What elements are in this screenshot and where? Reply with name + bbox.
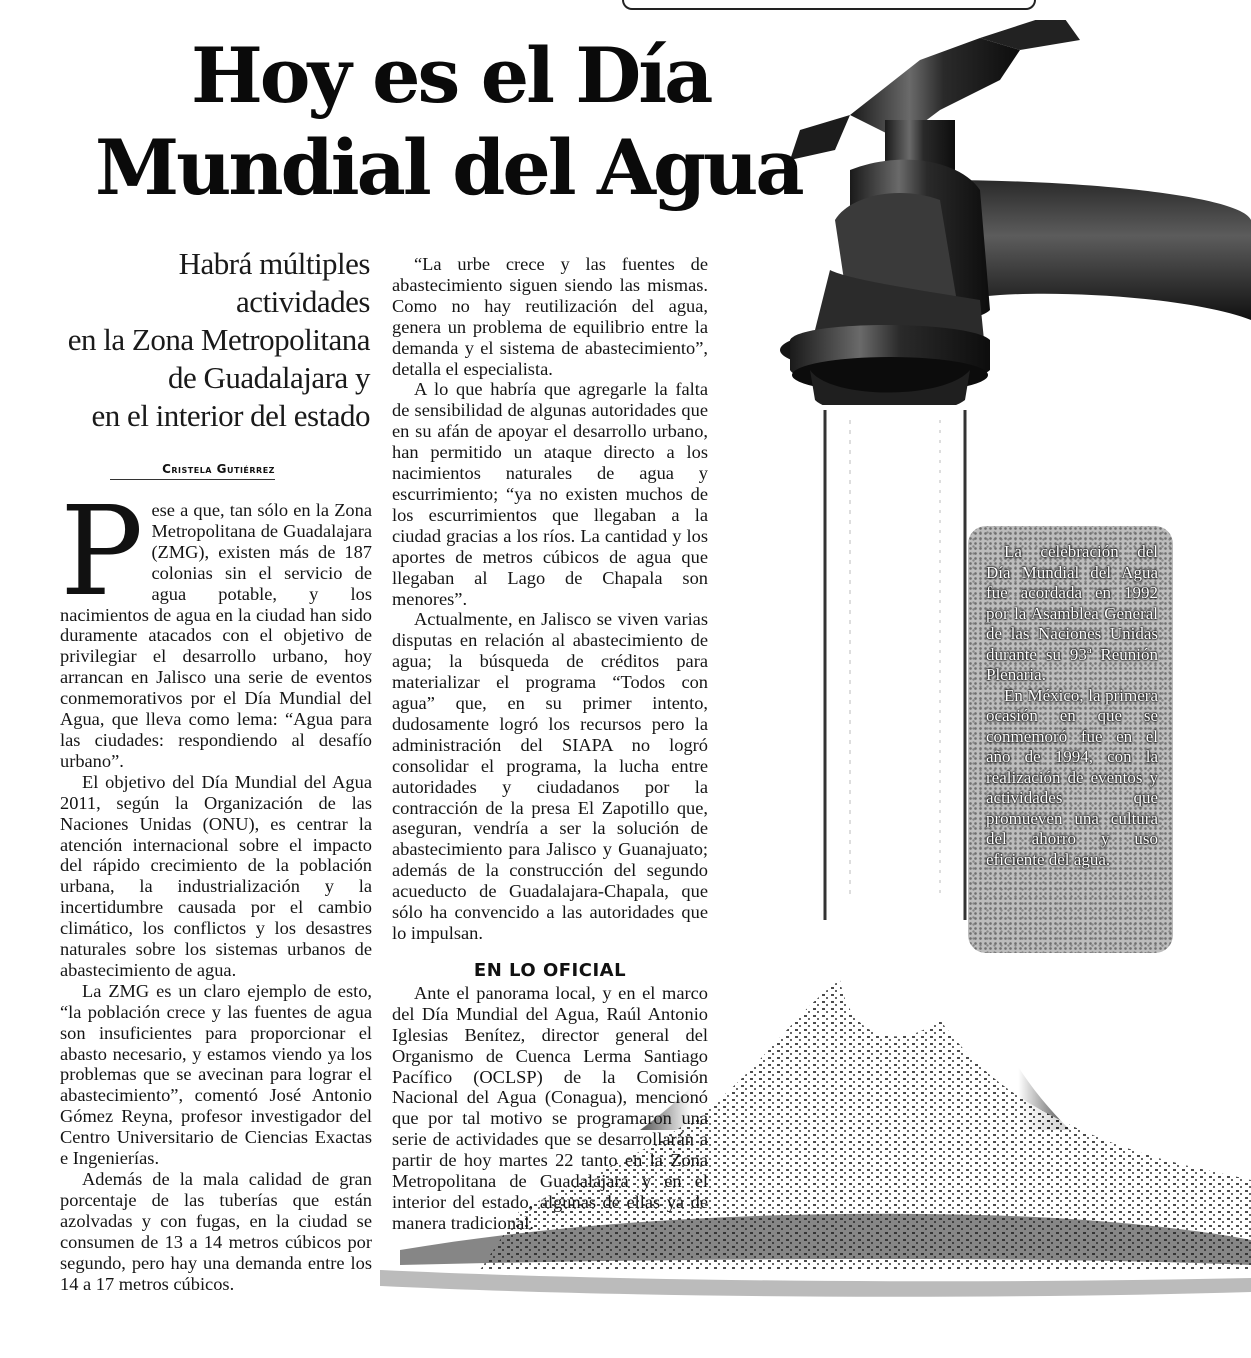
subhead-line-4: de Guadalajara y [168,360,370,395]
article-column-1 [60,480,372,1294]
subhead-line-5: en el interior del estado [91,398,370,433]
page-header-frame [622,0,1036,10]
subhead-line-3: en la Zona Metropolitana [67,322,370,357]
article-column-2 [392,254,708,1234]
drop-cap: P [60,480,144,624]
headline [95,30,835,214]
fact-box [968,526,1173,953]
article-paragraph-5: “La urbe crece y las fuentes de abastecimiento siguen siendo las mismas. Como no hay reutilización del agua, genera un problema de equilibrio entre la demanda y el sistema de abastecimiento”, detalla el especialista. [392,254,708,379]
fact-box-paragraph-2: En México, la primera ocasión en que se conmemoró fue en el año de 1994, con la realización de eventos y actividades que promueven una cultura del ahorro y uso eficiente del agua. [986,685,1158,869]
article-paragraph-3: La ZMG es un claro ejemplo de esto, “la población crece y las fuentes de agua son insuficientes para proporcionar el abasto necesario, y estamos viendo ya los problemas que se avecinan para lograr el abastecimiento”, comentó José Antonio Gómez Reyna, profesor investigador del Centro Universitario de Ciencias Exactas e Ingenierías. [60,980,372,1169]
subheadline [40,245,370,435]
article-paragraph-1-text: ese a que, tan sólo en la Zona Metropolitana de Guadalajara (ZMG), existen más de 187 colonias sin el servicio de agua potable, y los nacimientos de agua en la ciudad han sido duramente atacados con el objetivo de privilegiar el desarrollo urbano, hoy arrancan en Jalisco una serie de eventos conmemorativos por el Día Mundial del Agua, que lleva como lema: “Agua para las ciudades: respondiendo al desafío urbano”. [60,500,372,771]
article-paragraph-2: El objetivo del Día Mundial del Agua 2011, según la Organización de las Naciones Unidas (ONU), es centrar la atención internacional sobre el impacto del rápido crecimiento de la población urbana, la industrialización y la incertidumbre causada por el cambio climático, los conflictos y los desastres naturales sobre los sistemas urbanos de abastecimiento de agua. [60,771,372,980]
headline-line-2: Mundial del Agua [95,123,802,212]
section-heading: EN LO OFICIAL [473,959,627,981]
byline: Cristela Gutiérrez [110,462,275,480]
article-paragraph-4: Además de la mala calidad de gran porcentaje de las tuberías que están azolvadas y con fugas, en la ciudad se consumen de 13 a 14 metros cúbicos por segundo, pero hay una demanda entre los 14 a 17 metros cúbicos. [60,1169,372,1294]
article-paragraph-1 [60,480,372,772]
subhead-line-2: actividades [236,284,370,319]
article-paragraph-8: Ante el panorama local, y en el marco del Día Mundial del Agua, Raúl Antonio Iglesias Benítez, director general del Organismo de Cuenca Lerma Santiago Pacífico (OCLSP) de la Comisión Nacional del Agua (Conagua), mencionó que por tal motivo se programaron una serie de actividades que se desarrollarán a partir de hoy martes 22 tanto en la Zona Metropolitana de Guadalajara y en el interior del estado, algunas de ellas ya de manera tradicional. [392,982,708,1233]
subhead-line-1: Habrá múltiples [178,246,370,281]
fact-box-paragraph-1: La celebración del Día Mundial del Agua fue acordada en 1992 por la Asamblea General de las Naciones Unidas durante su 93ª Reunión Plenaria. [986,542,1158,684]
article-paragraph-7: Actualmente, en Jalisco se viven varias disputas en relación al abastecimiento de agua; la búsqueda de créditos para materializar el programa “Todos con agua” que, en su primer intento, dudosamente logró los recursos pero la administración del SIAPA no logró consolidar el programa, la lucha entre autoridades y ciudadanos por la contracción de la presa El Zapotillo que, aseguran, vendría a ser la solución de abastecimiento para Jalisco y Guanajuato; además de la construcción del segundo acueducto de Guadalajara-Chapala, que sólo ha convencido a las autoridades que lo impulsan. [392,609,708,943]
fact-box-text [986,542,1158,870]
article-paragraph-6: A lo que habría que agregarle la falta de sensibilidad de algunas autoridades que en su afán de apoyar el desarrollo urbano, han permitido un ataque directo a los nacimientos naturales de agua y escurrimiento; “ya no existen muchos de los escurrimientos que llegaban a la ciudad gracias a los ríos. La cantidad y los aportes de metros cúbicos de agua que llegaban al Lago de Chapala son menores”. [392,379,708,609]
headline-line-1: Hoy es el Día [191,31,711,120]
